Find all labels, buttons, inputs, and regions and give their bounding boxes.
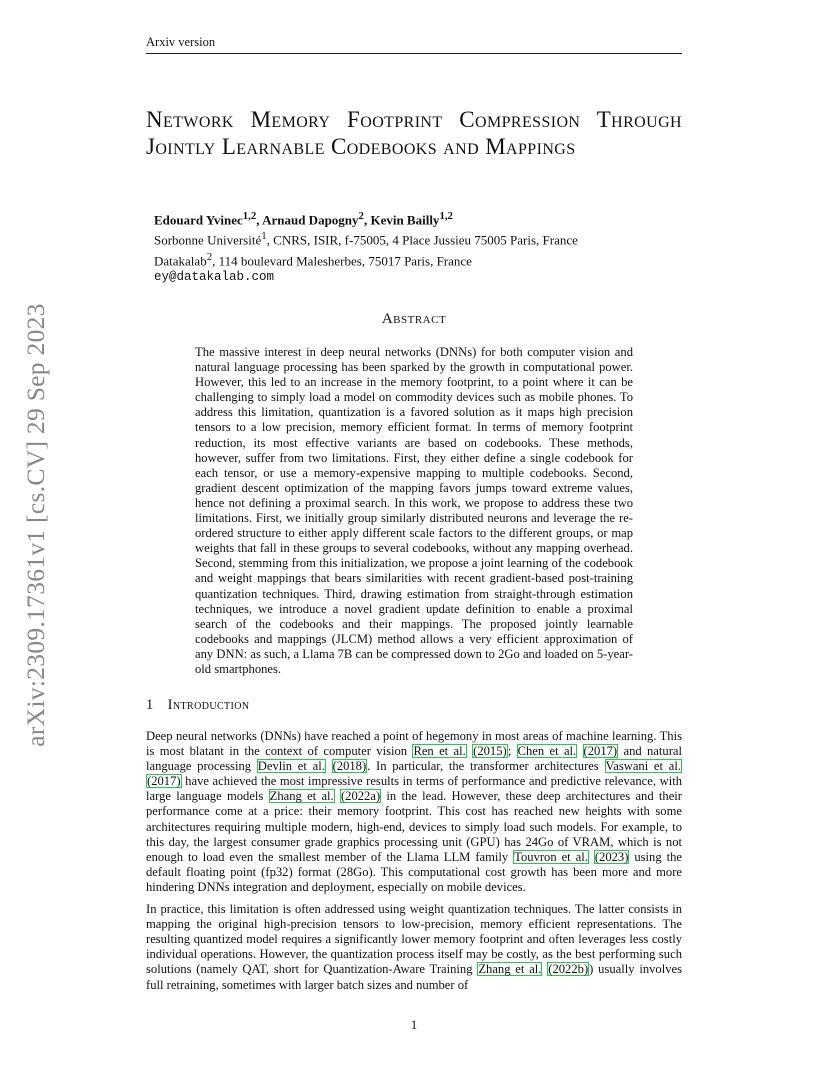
paragraph-text: . In particular, the transformer architectures [367,759,605,774]
citation-link[interactable]: Chen et al. [517,744,577,759]
affiliation-line: Datakalab$^2$, 114 boulevard Malesherbes, 75017 Paris, France [154,250,472,268]
citation-link[interactable]: (2017) [583,744,618,759]
citation-link[interactable]: Zhang et al. [478,962,542,977]
section-heading [146,697,682,714]
section-number: 1 [146,697,154,713]
paragraph-text: In practice, this limitation is often addressed using weight quantization techniques. The latter consists in mapping the original high-precision tensors to low-precision, memory efficient representations. The resulting quantized model requires a significantly lower memory footprint and often leverages less costly individual operations. However, the quantization process itself may be costly, as the best performing such solutions (namely QAT, short for Quantization-Aware Training [146,902,682,977]
paragraph [146,729,682,895]
arxiv-identifier[interactable]: arXiv:2309.17361v1 [cs.CV] 29 Sep 2023 [21,303,50,747]
arxiv-side-stamp [18,290,54,760]
author-name: Kevin Bailly [370,212,440,228]
citation-link[interactable]: Devlin et al. [257,759,325,774]
citation-link[interactable]: Vaswani et al. [605,759,681,774]
author-block [154,208,674,286]
paragraph [146,902,682,993]
abstract-heading: Abstract [381,311,447,327]
author-name: Arnaud Dapogny [262,212,359,228]
section-title: Introduction [167,697,250,713]
paragraph-text: in the lead. However, these deep architectures and their performance come at a price: their memory footprint. This cost has reached new heights with some architectures requiring multiple modern, high-end, devices to simply load such models. For example, to this day, the largest consumer grade graphics processing unit (GPU) has 24Go of VRAM, which is not enough to load even the smallest member of the Llama LLM family [146,789,682,864]
citation-link[interactable]: (2015) [473,744,507,759]
author-name: Edouard Yvinec [154,212,243,228]
paragraph-text: Deep neural networks (DNNs) have reached a point of hegemony in most areas of machine learning. This is most blatant in the context of computer vision [146,729,682,759]
author-affiliation-marker: 1,2 [439,210,453,222]
page-number: 1 [410,1017,418,1032]
running-header [146,35,682,54]
paper-title: Network Memory Footprint Compression Through Jointly Learnable Codebooks and Mappings [146,107,682,159]
paragraph-text [577,744,582,758]
paragraph-text: have achieved the most impressive results in terms of performance and predictive relevance, with large language models [146,774,682,804]
paragraph-text: and natural language processing [146,744,682,774]
affiliation-line: Sorbonne Université$^1$, CNRS, ISIR, f-75005, 4 Place Jussieu 75005 Paris, France [154,230,578,248]
paragraph-text: ; [507,744,517,759]
citation-link[interactable]: (2023) [594,849,629,864]
author-affiliation-marker: 1,2 [242,210,257,222]
paragraph-text [326,759,332,773]
abstract-text: The massive interest in deep neural networks (DNNs) for both computer vision and natural language processing has been sparked by the growth in computational power. However, this led to an increase in the memory footprint, to a point where it can be challenging to simply load a model on commodity devices such as mobile phones. To address this limitation, quantization is a favored solution as it maps high precision tensors to a low precision, memory efficient format. In terms of memory footprint reduction, its most effective variants are based on codebooks. These methods, however, suffer from two limitations. First, they either define a single codebook for each tensor, or use a memory-expensive mapping to multiple codebooks. Second, gradient descent optimization of the mapping favors jumps toward extreme values, hence not defining a proximal search. In this work, we propose to address these two limitations. First, we initially group similarly distributed neurons and leverage the re-ordered structure to either apply different scale factors to the different groups, or map weights that fall in these groups to several codebooks, without any mapping overhead. Second, stemming from this initialization, we propose a joint learning of the codebook and weight mappings that bears similarities with recent gradient-based post-training quantization techniques. Third, drawing estimation from straight-through estimation techniques, we introduce a novel gradient update definition to enable a proximal search of the codebooks and their mappings. The proposed jointly learnable codebooks and mappings (JLCM) method allows a very efficient approximation of any DNN: as such, a Llama 7B can be compressed down to 2Go and loaded on 5-year-old smartphones. [195,345,633,676]
citation-link[interactable]: Zhang et al. [269,789,334,804]
author-affiliation-marker: 2 [358,210,364,222]
citation-link[interactable]: Touvron et al. [514,849,588,864]
citation-link[interactable]: (2018) [332,759,367,774]
introduction-body [146,729,682,1000]
paragraph-text: ) usually involves full retraining, sometimes with larger batch sizes and number of [146,962,683,992]
citation-link[interactable]: Ren et al. [413,744,466,759]
author-names: Edouard Yvinec$^{1,2}$, Arnaud Dapogny$^2$, Kevin Bailly$^{1,2}$ [154,210,453,228]
citation-link[interactable]: (2022a) [340,789,381,804]
citation-link[interactable]: (2017) [147,774,181,789]
citation-link[interactable]: (2022b) [548,962,589,977]
running-title: Arxiv version [146,35,216,49]
contact-email[interactable]: ey@datakalab.com [154,269,275,284]
paragraph-text: using the default floating point (fp32) format (28Go). This computational cost growth has been more and more hindering DNNs integration and deployment, especially on mobile devices. [146,849,682,894]
